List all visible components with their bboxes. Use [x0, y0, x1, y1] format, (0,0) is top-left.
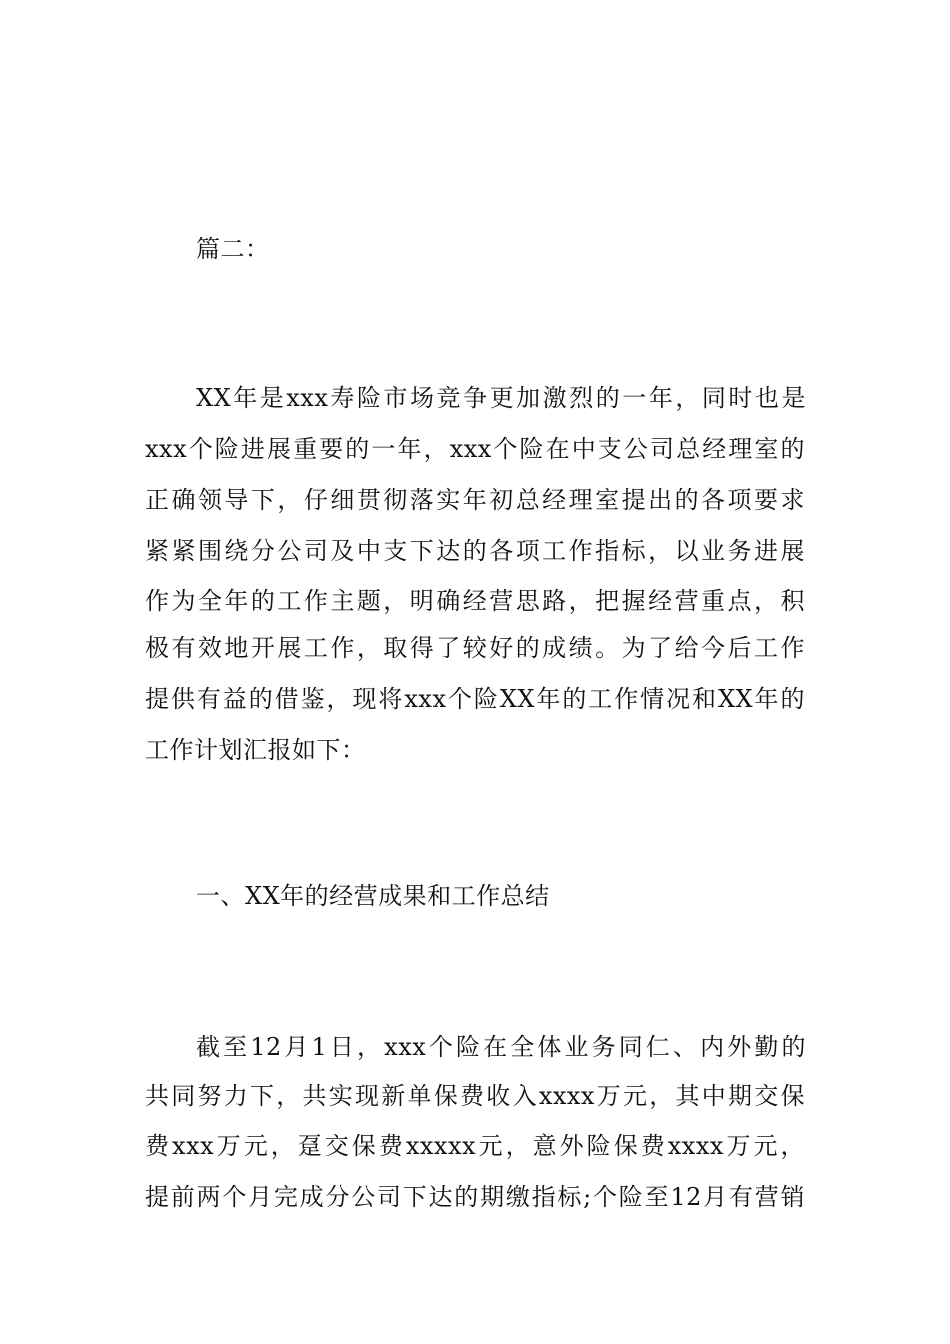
section-heading: 篇二：	[196, 235, 270, 263]
paragraph-line: XX年是xxx寿险市场竞争更加激烈的一年，同时也是	[196, 384, 806, 412]
paragraph-line: 截至12月1日，xxx个险在全体业务同仁、内外勤的	[196, 1033, 806, 1061]
paragraph-line: 费xxx万元，趸交保费xxxxx元，意外险保费xxxx万元，	[145, 1132, 805, 1160]
paragraph-line: 共同努力下，共实现新单保费收入xxxx万元，其中期交保	[145, 1082, 805, 1110]
paragraph-line: 提供有益的借鉴，现将xxx个险XX年的工作情况和XX年的	[145, 685, 805, 713]
paragraph-line: 紧紧围绕分公司及中支下达的各项工作指标，以业务进展	[145, 537, 805, 565]
section-title: 一、XX年的经营成果和工作总结	[196, 882, 550, 910]
paragraph-line: 提前两个月完成分公司下达的期缴指标;个险至12月有营销	[145, 1183, 805, 1211]
paragraph-line: 工作计划汇报如下：	[145, 736, 366, 764]
paragraph-line: 作为全年的工作主题，明确经营思路，把握经营重点，积	[145, 587, 805, 615]
paragraph-line: 正确领导下，仔细贯彻落实年初总经理室提出的各项要求	[145, 486, 805, 514]
paragraph-line: 极有效地开展工作，取得了较好的成绩。为了给今后工作	[145, 634, 805, 662]
paragraph-line: xxx个险进展重要的一年，xxx个险在中支公司总经理室的	[145, 435, 805, 463]
